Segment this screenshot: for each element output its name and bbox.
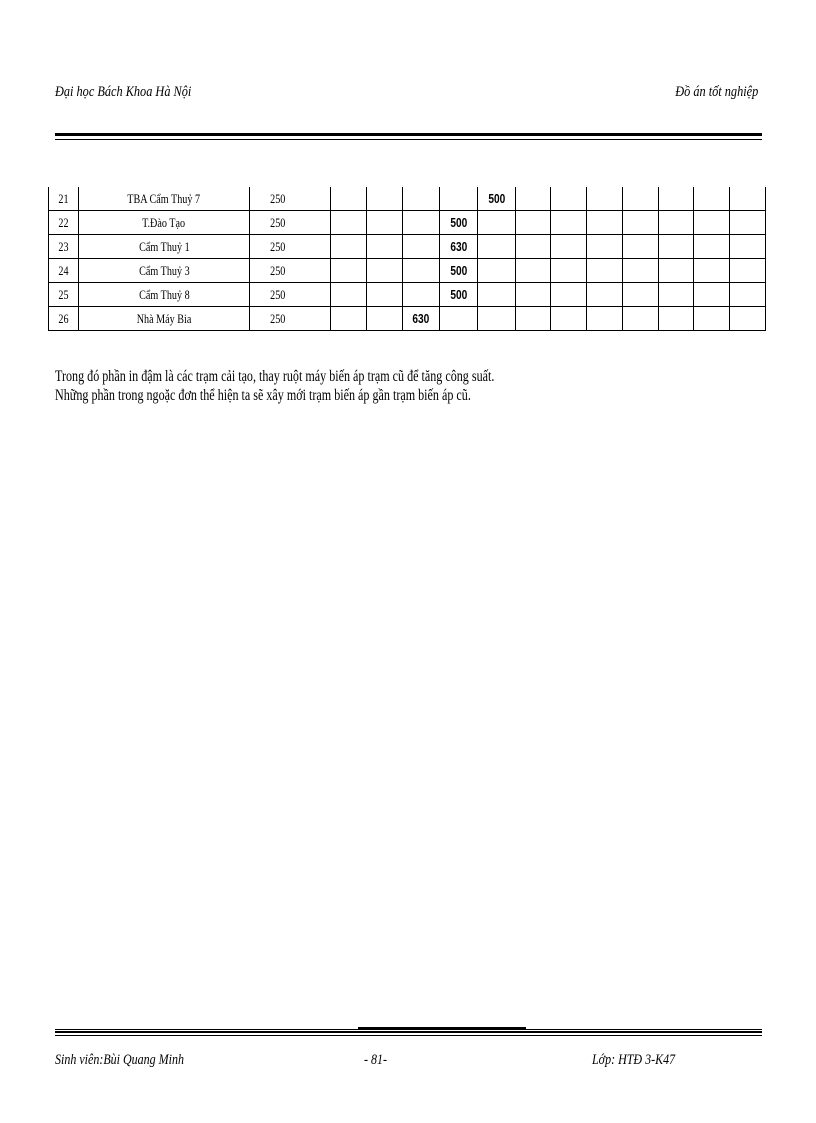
table-row <box>49 259 766 283</box>
cell-capacity <box>250 259 331 283</box>
cell-name <box>78 211 250 235</box>
cell-year-8 <box>587 235 623 259</box>
cell-year-6 <box>515 307 551 331</box>
note-line-2: Những phần trong ngoặc đơn thể hiện ta sẽ xây mới trạm biến áp gần trạm biến áp cũ. <box>55 387 471 404</box>
cell-year-6 <box>515 187 551 211</box>
cell-year-11 <box>694 307 730 331</box>
cell-year-5 <box>478 187 516 211</box>
cell-year-9 <box>622 307 658 331</box>
cell-year-9 <box>622 211 658 235</box>
footer-rule-accent <box>358 1027 526 1029</box>
cell-stt-text: 22 <box>58 215 69 230</box>
cell-year-3-text: 630 <box>412 311 430 326</box>
cell-year-8 <box>587 187 623 211</box>
note-line-1: Trong đó phần in đậm là các trạm cải tạo, thay ruột máy biến áp trạm cũ để tăng công suất. <box>55 368 495 385</box>
cell-year-9 <box>622 259 658 283</box>
cell-year-4-text: 500 <box>450 287 468 302</box>
cell-year-3 <box>402 259 440 283</box>
cell-year-2 <box>367 235 403 259</box>
cell-capacity <box>250 187 331 211</box>
cell-year-3 <box>402 307 440 331</box>
table-row <box>49 211 766 235</box>
cell-year-12 <box>730 235 766 259</box>
cell-capacity-text: 250 <box>270 191 286 206</box>
cell-stt <box>49 307 79 331</box>
footer-student: Sinh viên:Bùi Quang Minh <box>55 1052 184 1068</box>
cell-capacity <box>250 307 331 331</box>
cell-year-5 <box>478 259 516 283</box>
cell-year-1 <box>331 235 367 259</box>
cell-stt-text: 26 <box>58 311 69 326</box>
cell-name-text: Cẩm Thuỷ 8 <box>138 287 190 302</box>
header-rule-thin <box>55 139 762 140</box>
cell-year-8 <box>587 211 623 235</box>
cell-name-text: T.Đào Tạo <box>142 215 186 230</box>
cell-year-8 <box>587 283 623 307</box>
cell-capacity-text: 250 <box>270 263 286 278</box>
cell-year-3 <box>402 211 440 235</box>
table-row <box>49 283 766 307</box>
cell-year-11 <box>694 259 730 283</box>
cell-year-6 <box>515 283 551 307</box>
table-row <box>49 235 766 259</box>
cell-year-11 <box>694 283 730 307</box>
cell-year-9 <box>622 283 658 307</box>
table-row <box>49 187 766 211</box>
cell-year-10 <box>658 307 694 331</box>
cell-year-4 <box>440 259 478 283</box>
table-row <box>49 307 766 331</box>
cell-capacity-text: 250 <box>270 287 286 302</box>
cell-name-text: Cẩm Thuỷ 3 <box>138 263 190 278</box>
cell-year-2 <box>367 307 403 331</box>
cell-stt <box>49 259 79 283</box>
cell-year-4-text: 500 <box>450 263 468 278</box>
cell-year-4 <box>440 307 478 331</box>
header-rule-thick <box>55 133 762 136</box>
cell-year-6 <box>515 259 551 283</box>
cell-year-2 <box>367 211 403 235</box>
cell-year-5 <box>478 283 516 307</box>
cell-year-10 <box>658 235 694 259</box>
cell-year-3 <box>402 283 440 307</box>
cell-name-text: Cẩm Thuỷ 1 <box>138 239 190 254</box>
cell-capacity <box>250 211 331 235</box>
cell-year-4-text: 630 <box>450 239 468 254</box>
header-university: Đại học Bách Khoa Hà Nội <box>55 84 192 100</box>
cell-stt <box>49 187 79 211</box>
cell-year-6 <box>515 211 551 235</box>
cell-name-text: TBA Cẩm Thuỷ 7 <box>127 191 201 206</box>
cell-year-2 <box>367 187 403 211</box>
substation-table <box>48 187 766 331</box>
cell-capacity <box>250 235 331 259</box>
footer-class: Lớp: HTĐ 3-K47 <box>592 1052 676 1068</box>
cell-capacity-text: 250 <box>270 239 286 254</box>
cell-year-5 <box>478 235 516 259</box>
cell-year-2 <box>367 283 403 307</box>
cell-year-5 <box>478 211 516 235</box>
cell-stt-text: 25 <box>58 287 69 302</box>
cell-name <box>78 259 250 283</box>
cell-year-7 <box>551 187 587 211</box>
cell-year-2 <box>367 259 403 283</box>
cell-year-1 <box>331 283 367 307</box>
cell-year-10 <box>658 259 694 283</box>
cell-year-3 <box>402 187 440 211</box>
cell-year-5 <box>478 307 516 331</box>
cell-year-1 <box>331 307 367 331</box>
cell-year-9 <box>622 187 658 211</box>
cell-year-12 <box>730 307 766 331</box>
cell-year-1 <box>331 211 367 235</box>
cell-stt-text: 24 <box>58 263 69 278</box>
cell-stt <box>49 235 79 259</box>
cell-year-10 <box>658 283 694 307</box>
cell-year-9 <box>622 235 658 259</box>
cell-stt-text: 21 <box>58 191 69 206</box>
cell-year-7 <box>551 211 587 235</box>
footer-rule-thin <box>55 1035 762 1036</box>
cell-year-12 <box>730 283 766 307</box>
cell-year-7 <box>551 259 587 283</box>
cell-year-10 <box>658 187 694 211</box>
cell-year-11 <box>694 187 730 211</box>
cell-year-12 <box>730 259 766 283</box>
cell-year-11 <box>694 235 730 259</box>
cell-capacity-text: 250 <box>270 311 286 326</box>
cell-year-6 <box>515 235 551 259</box>
notes <box>55 367 494 405</box>
cell-capacity <box>250 283 331 307</box>
cell-year-7 <box>551 235 587 259</box>
cell-year-3 <box>402 235 440 259</box>
cell-year-12 <box>730 187 766 211</box>
cell-year-7 <box>551 307 587 331</box>
cell-year-8 <box>587 259 623 283</box>
cell-year-4 <box>440 283 478 307</box>
cell-year-7 <box>551 283 587 307</box>
cell-name <box>78 307 250 331</box>
cell-name <box>78 283 250 307</box>
cell-year-4 <box>440 187 478 211</box>
cell-name <box>78 235 250 259</box>
footer-rule <box>55 1029 762 1030</box>
cell-year-4 <box>440 235 478 259</box>
cell-year-1 <box>331 187 367 211</box>
footer-rule-thick <box>55 1031 762 1033</box>
cell-name-text: Nhà Máy Bia <box>136 311 192 326</box>
cell-year-4-text: 500 <box>450 215 468 230</box>
footer-page-number: - 81- <box>364 1052 387 1068</box>
cell-year-10 <box>658 211 694 235</box>
cell-year-1 <box>331 259 367 283</box>
cell-capacity-text: 250 <box>270 215 286 230</box>
cell-name <box>78 187 250 211</box>
cell-year-12 <box>730 211 766 235</box>
cell-stt <box>49 283 79 307</box>
cell-stt <box>49 211 79 235</box>
header-document-title: Đồ án tốt nghiệp <box>674 84 758 100</box>
cell-year-4 <box>440 211 478 235</box>
cell-year-11 <box>694 211 730 235</box>
cell-stt-text: 23 <box>58 239 69 254</box>
cell-year-8 <box>587 307 623 331</box>
cell-year-5-text: 500 <box>487 191 505 206</box>
